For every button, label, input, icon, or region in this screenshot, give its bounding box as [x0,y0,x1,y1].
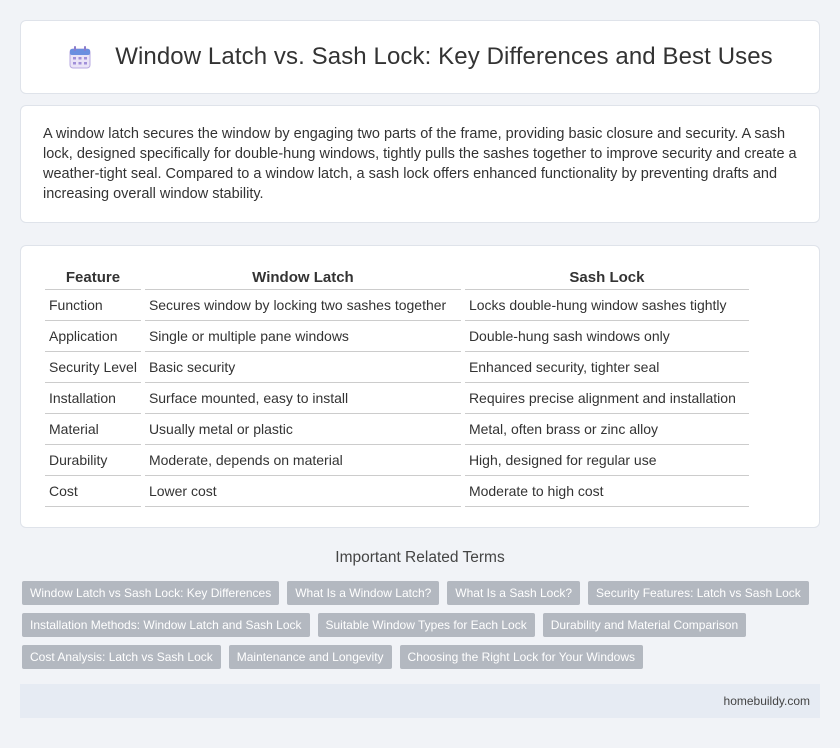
table-cell: Moderate to high cost [465,476,749,507]
table-row [45,476,749,507]
related-terms-tags [22,581,822,669]
table-cell: Cost [45,476,141,507]
related-term-tag[interactable]: Window Latch vs Sash Lock: Key Differences [22,581,279,605]
column-header-feature: Feature [45,266,141,290]
table-cell: Application [45,321,141,352]
related-term-tag[interactable]: Choosing the Right Lock for Your Windows [400,645,643,669]
header-card [20,20,820,94]
table-cell: Basic security [145,352,461,383]
table-cell: Secures window by locking two sashes together [145,290,461,321]
footer-site-link[interactable]: homebuildy.com [723,694,810,708]
table-row [45,352,749,383]
intro-text: A window latch secures the window by engaging two parts of the frame, providing basic closure and security. A sash lock, designed specifically for double-hung windows, tightly pulls the sashes together to improve security and create a weather-tight seal. Compared to a window latch, a sash lock offers enhanced functionality by preventing drafts and increasing overall window stability. [43,126,797,202]
related-term-tag[interactable]: Security Features: Latch vs Sash Lock [588,581,809,605]
footer [20,684,820,718]
table-header-row [45,266,749,290]
table-cell: Single or multiple pane windows [145,321,461,352]
table-cell: Double-hung sash windows only [465,321,749,352]
related-term-tag[interactable]: Maintenance and Longevity [229,645,392,669]
related-term-tag[interactable]: Installation Methods: Window Latch and Sash Lock [22,613,310,637]
related-term-tag[interactable]: What Is a Sash Lock? [447,581,580,605]
table-cell: Metal, often brass or zinc alloy [465,414,749,445]
table-row [45,321,749,352]
column-header-window-latch: Window Latch [145,266,461,290]
table-cell: Material [45,414,141,445]
table-cell: Security Level [45,352,141,383]
table-cell: Requires precise alignment and installation [465,383,749,414]
comparison-table [41,266,753,507]
table-cell: High, designed for regular use [465,445,749,476]
table-row [45,383,749,414]
calendar-icon [67,44,93,70]
table-cell: Surface mounted, easy to install [145,383,461,414]
table-cell: Durability [45,445,141,476]
table-cell: Enhanced security, tighter seal [465,352,749,383]
related-terms-heading: Important Related Terms [335,549,505,566]
related-term-tag[interactable]: Durability and Material Comparison [543,613,746,637]
table-cell: Installation [45,383,141,414]
table-cell: Moderate, depends on material [145,445,461,476]
table-cell: Lower cost [145,476,461,507]
table-cell: Usually metal or plastic [145,414,461,445]
table-row [45,414,749,445]
table-row [45,445,749,476]
related-term-tag[interactable]: Cost Analysis: Latch vs Sash Lock [22,645,221,669]
comparison-table-card [20,245,820,528]
table-row [45,290,749,321]
table-cell: Function [45,290,141,321]
page-title: Window Latch vs. Sash Lock: Key Differences and Best Uses [115,43,773,70]
related-term-tag[interactable]: What Is a Window Latch? [287,581,439,605]
column-header-sash-lock: Sash Lock [465,266,749,290]
intro-card [20,105,820,223]
related-term-tag[interactable]: Suitable Window Types for Each Lock [318,613,535,637]
table-cell: Locks double-hung window sashes tightly [465,290,749,321]
